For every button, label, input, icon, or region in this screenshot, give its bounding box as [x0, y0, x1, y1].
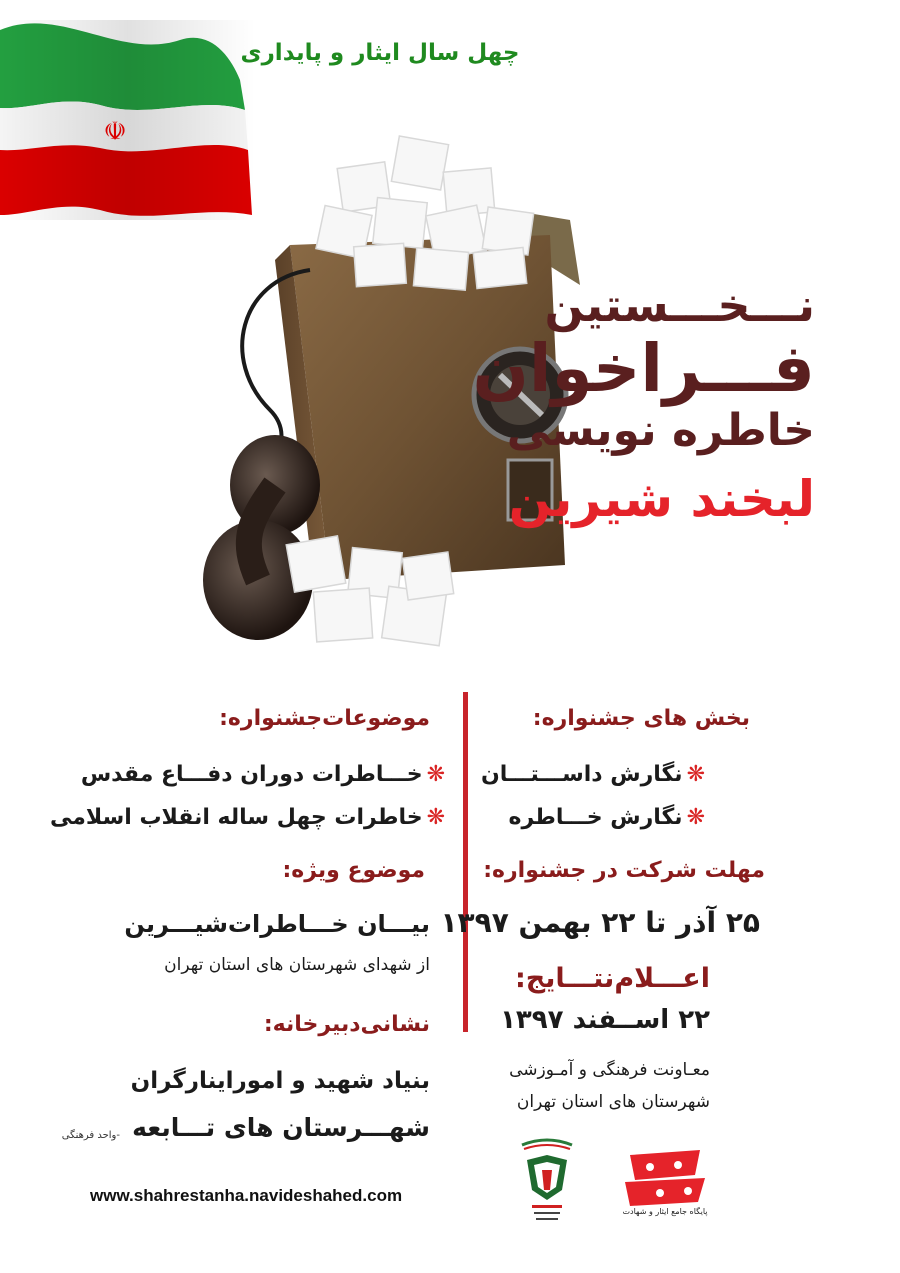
- address-heading: نشانی‌دبیرخانه:: [263, 1012, 430, 1037]
- topic-item-label: خـــاطرات دوران دفـــاع مقدس: [80, 762, 423, 787]
- special-topic-heading: موضوع ویژه:: [282, 858, 425, 883]
- topics-heading: موضوعات‌جشنواره:: [219, 706, 430, 731]
- section-item-label: نگارش خـــاطره: [508, 805, 683, 830]
- deadline-heading: مهلت شرکت در جشنواره:: [483, 858, 765, 883]
- section-item: [481, 762, 705, 787]
- results-value: ۲۲ اســفند ۱۳۹۷: [500, 1005, 710, 1035]
- navid-shahed-logo: [610, 1140, 720, 1230]
- address-line-1: بنیاد شهید و اموراینارگران: [130, 1068, 430, 1094]
- title-line-4: لبخند شیرین: [508, 470, 815, 528]
- results-heading: اعـــلام‌نتـــایج:: [514, 963, 710, 994]
- navid-logo-caption: پایگاه جامع ایثار و شهادت: [622, 1207, 708, 1216]
- sponsor-line-2: شهرستان های استان تهران: [516, 1092, 710, 1112]
- website-link[interactable]: www.shahrestanha.navideshahed.com: [90, 1186, 403, 1205]
- flower-bullet-icon: ❋: [686, 805, 705, 830]
- title-line-1: نـــخـــستین: [544, 278, 815, 332]
- topic-item: [50, 805, 445, 830]
- flower-bullet-icon: ❋: [426, 805, 445, 830]
- section-item-label: نگارش داســـتـــان: [480, 762, 683, 787]
- column-divider: [463, 692, 468, 1032]
- flower-bullet-icon: ❋: [426, 762, 445, 787]
- section-item: [508, 805, 705, 830]
- flower-bullet-icon: ❋: [686, 762, 705, 787]
- martyr-foundation-logo: [512, 1135, 582, 1230]
- top-slogan: چهل سال ایثار و پایداری: [240, 40, 520, 66]
- title-line-3: خاطره نویسی: [506, 405, 815, 456]
- sections-heading: بخش های جشنواره:: [532, 706, 750, 731]
- address-note: -واحد فرهنگی: [61, 1130, 120, 1141]
- special-topic-line-2: از شهدای شهرستان های استان تهران: [164, 955, 430, 975]
- special-topic-line-1: بیـــان خـــاطرات‌شیـــرین: [124, 910, 430, 938]
- topic-item: [81, 762, 445, 787]
- deadline-value: ۲۵ آذر تا ۲۲ بهمن ۱۳۹۷: [440, 906, 760, 939]
- title-line-2: فـــراخوان: [472, 330, 815, 407]
- flag-emblem-icon: ☫: [103, 117, 127, 147]
- sponsor-line-1: معـاونت فرهنگی و آمـوزشی: [509, 1060, 710, 1080]
- topic-item-label: خاطرات چهل ساله انقلاب اسلامی: [50, 805, 423, 830]
- address-line-2: شهـــرستان های تـــابعه: [132, 1113, 430, 1142]
